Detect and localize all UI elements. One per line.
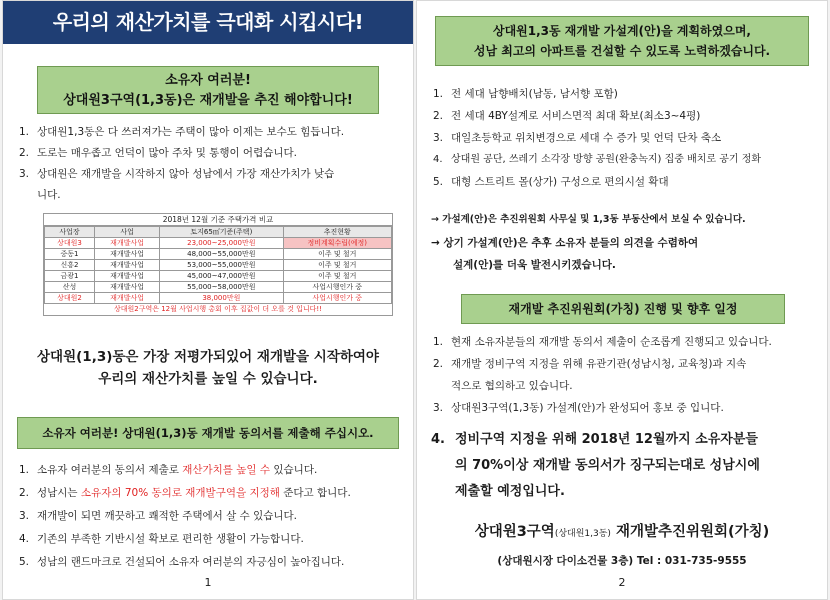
table-header: 토지65㎡기준(주택) xyxy=(160,227,283,238)
table-cell: 사업시행인가 중 xyxy=(283,293,392,304)
organization-name: 상대원3구역(상대원1,3동) 재개발추진위원회(가칭) xyxy=(474,524,770,540)
list-item: 3. 상대원3구역(1,3동) 가설계(안)가 완성되어 홍보 중 입니다. xyxy=(433,402,724,414)
list-item: 3. 상대원은 재개발을 시작하지 않아 성남에서 가장 재산가치가 낮습 xyxy=(19,168,335,180)
list-item: 5. 대형 스트리트 몰(상가) 구성으로 편의시설 확대 xyxy=(433,176,669,188)
table-cell: 45,000~47,000만원 xyxy=(160,271,283,282)
design-feedback-note: → 상기 가설계(안)은 추후 소유자 분들의 의견을 수렴하여 xyxy=(431,237,699,249)
table-cell: 이주 및 철거 xyxy=(283,249,392,260)
submission-line1: 4. 정비구역 지정을 위해 2018년 12월까지 소유자분들 xyxy=(431,432,758,447)
owners-notice-line1: 소유자 여러분! xyxy=(165,73,251,88)
table-cell: 금광1 xyxy=(45,271,95,282)
table-cell: 재개발사업 xyxy=(94,249,159,260)
list-item: 2. 재개발 정비구역 지정을 위해 유관기관(성남시청, 교육청)과 지속 xyxy=(433,358,747,370)
schedule-list xyxy=(433,337,825,417)
design-plan-box xyxy=(435,16,809,66)
design-feedback-note-2: 설계(안)를 더욱 발전시키겠습니다. xyxy=(453,259,616,271)
undervalued-line2: 우리의 재산가치를 높일 수 있습니다. xyxy=(98,371,318,387)
table-row xyxy=(45,282,392,293)
table-cell: 신흥2 xyxy=(45,260,95,271)
table-cell: 재개발사업 xyxy=(94,282,159,293)
table-cell: 55,000~58,000만원 xyxy=(160,282,283,293)
list-item: 5. 성남의 랜드마크로 건설되어 소유자 여러분의 자긍심이 높아집니다. xyxy=(19,556,345,568)
table-cell: 정비계획수립(예정) xyxy=(283,238,392,249)
table-row xyxy=(45,271,392,282)
consent-request-box xyxy=(17,417,399,449)
benefits-list xyxy=(19,465,411,570)
undervalued-statement xyxy=(7,346,409,390)
list-item: 적으로 협의하고 있습니다. xyxy=(451,380,573,392)
list-item: 2. 도로는 매우좁고 언덕이 많아 주차 및 통행이 어렵습니다. xyxy=(19,147,297,159)
page-1-banner: 우리의 재산가치를 극대화 시킵시다! xyxy=(3,1,413,44)
table-note: 상대원2구역은 12월 사업시행 총회 이후 집값이 더 오를 것 입니다!! xyxy=(113,305,323,313)
list-item: 1. 소유자 여러분의 동의서 제출로 재산가치를 높일 수 있습니다. xyxy=(19,464,318,476)
undervalued-line1: 상대원(1,3)동은 가장 저평가되있어 재개발을 시작하여야 xyxy=(37,349,379,365)
reasons-list xyxy=(19,127,411,207)
consent-request-text: 소유자 여러분! 상대원(1,3)동 재개발 동의서를 제출해 주십시오. xyxy=(42,426,374,440)
table-cell: 23,000~25,000만원 xyxy=(160,238,283,249)
design-plan-line2: 성남 최고의 아파트를 건설할 수 있도록 노력하겠습니다. xyxy=(473,44,771,58)
design-plan-line1: 상대원1,3동 재개발 가설계(안)을 계획하였으며, xyxy=(493,24,751,38)
contact-info: (상대원시장 다이소건물 3층) Tel : 031-735-9555 xyxy=(497,555,747,567)
schedule-box xyxy=(461,294,785,324)
list-item: 2. 성남시는 소유자의 70% 동의로 재개발구역을 지정해 준다고 합니다. xyxy=(19,487,351,499)
table-cell: 재개발사업 xyxy=(94,271,159,282)
submission-plan xyxy=(431,427,823,505)
design-view-note: → 가설계(안)은 추진위원회 사무실 및 1,3동 부동산에서 보실 수 있습니다. xyxy=(431,214,746,225)
table-header: 사업장 xyxy=(45,227,95,238)
table-row xyxy=(45,249,392,260)
table-cell: 상대원3 xyxy=(45,238,95,249)
table-cell: 사업시행인가 중 xyxy=(283,282,392,293)
list-item: 4. 상대원 공단, 쓰레기 소각장 방향 공원(완충녹지) 집중 배치로 공기 정화 xyxy=(433,154,762,165)
page-2 xyxy=(416,0,828,600)
page-number: 2 xyxy=(618,576,626,589)
table-cell: 산성 xyxy=(45,282,95,293)
list-item: 4. 기존의 부족한 기반시설 확보로 편리한 생활이 가능합니다. xyxy=(19,533,304,545)
submission-line3: 제출할 예정입니다. xyxy=(455,484,565,499)
list-item: 1. 현재 소유자분들의 재개발 동의서 제출이 순조롭게 진행되고 있습니다. xyxy=(433,336,772,348)
list-item: 니다. xyxy=(37,189,61,201)
table-header: 추진현황 xyxy=(283,227,392,238)
table-cell: 중동1 xyxy=(45,249,95,260)
table-cell: 53,000~55,000만원 xyxy=(160,260,283,271)
table-row xyxy=(45,260,392,271)
table-row xyxy=(45,238,392,249)
table-cell: 이주 및 철거 xyxy=(283,260,392,271)
table-cell: 재개발사업 xyxy=(94,260,159,271)
owners-notice-box xyxy=(37,66,379,114)
table-cell: 38,000만원 xyxy=(160,293,283,304)
table-cell: 상대원2 xyxy=(45,293,95,304)
page-number: 1 xyxy=(204,576,212,589)
comparison-table xyxy=(44,226,392,304)
table-cell: 48,000~55,000만원 xyxy=(160,249,283,260)
page-1 xyxy=(2,0,414,600)
design-features-list xyxy=(433,89,825,189)
price-comparison-table xyxy=(43,213,393,316)
list-item: 3. 대일초등학교 위치변경으로 세대 수 증가 및 언덕 단차 축소 xyxy=(433,132,722,144)
list-item: 1. 전 세대 남향배치(남동, 남서향 포함) xyxy=(433,88,618,100)
table-header: 사업 xyxy=(94,227,159,238)
schedule-title: 재개발 추진위원회(가칭) 진행 및 향후 일정 xyxy=(508,302,738,316)
table-row xyxy=(45,293,392,304)
list-item: 1. 상대원1,3동은 다 쓰러져가는 주택이 많아 이제는 보수도 힘듭니다. xyxy=(19,126,345,138)
table-cell: 이주 및 철거 xyxy=(283,271,392,282)
table-title: 2018년 12월 기준 주택가격 비교 xyxy=(44,214,392,226)
submission-line2: 의 70%이상 재개발 동의서가 징구되는대로 성남시에 xyxy=(455,458,760,473)
table-cell: 재개발사업 xyxy=(94,293,159,304)
list-item: 3. 재개발이 되면 깨끗하고 쾌적한 주택에서 살 수 있습니다. xyxy=(19,510,297,522)
owners-notice-line2: 상대원3구역(1,3동)은 재개발을 추진 해야합니다! xyxy=(63,93,353,108)
table-cell: 재개발사업 xyxy=(94,238,159,249)
list-item: 2. 전 세대 4BY설계로 서비스면적 최대 확보(최소3~4평) xyxy=(433,110,701,122)
